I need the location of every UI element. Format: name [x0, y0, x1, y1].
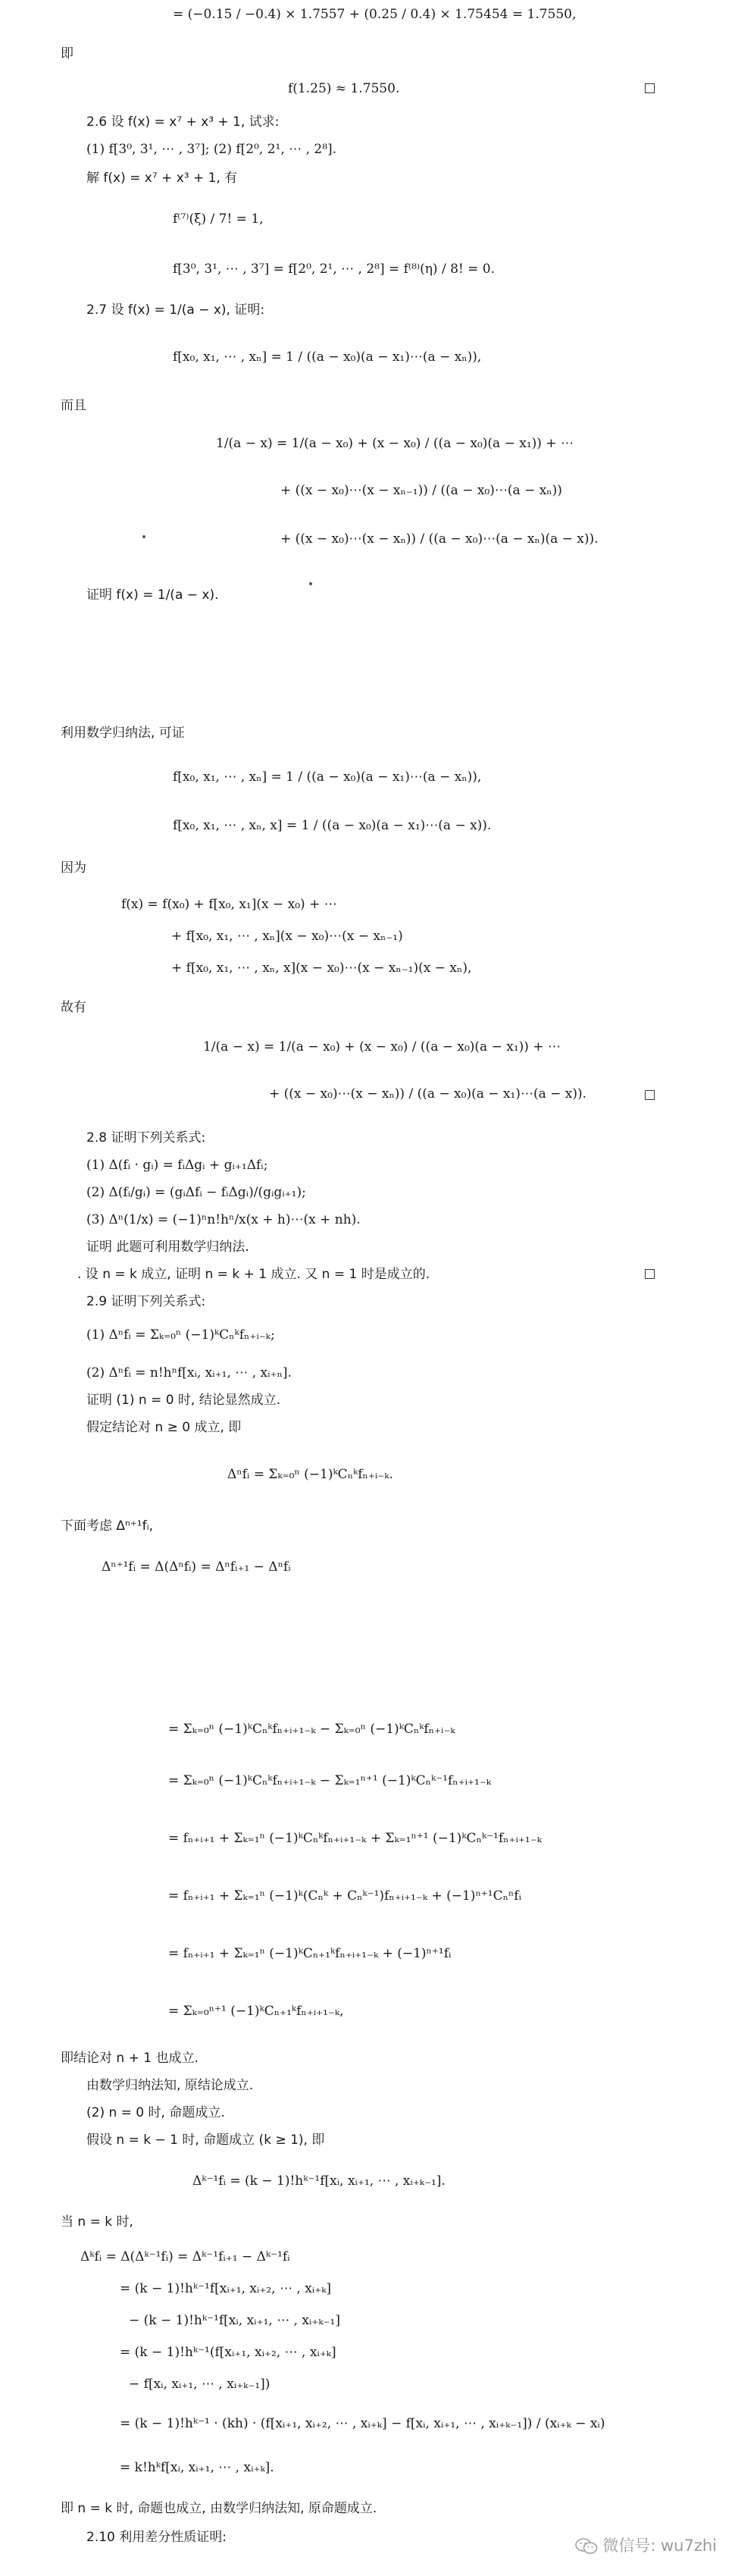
text-line-l18: f[x₀, x₁, ⋯ , xₙ, x] = 1 / ((a − x₀)(a − x₁)⋯(a − x)).: [173, 818, 492, 833]
text-line-l45: = Σₖ₌₀ⁿ⁺¹ (−1)ᵏCₙ₊₁ᵏfₙ₊ᵢ₊₁₋ₖ,: [168, 2004, 344, 2019]
text-line-l50: Δᵏ⁻¹fᵢ = (k − 1)!hᵏ⁻¹f[xᵢ, xᵢ₊₁, ⋯ , xᵢ₊ₖ₋₁].: [192, 2173, 446, 2189]
text-line-l27: (1) Δ(fᵢ · gᵢ) = fᵢΔgᵢ + gᵢ₊₁Δfᵢ;: [86, 1158, 268, 1173]
text-line-l21: + f[x₀, x₁, ⋯ , xₙ](x − x₀)⋯(x − xₙ₋₁): [171, 929, 403, 944]
text-line-l31: . 设 n = k 成立, 证明 n = k + 1 成立. 又 n = 1 时是成立的.: [77, 1267, 430, 1282]
text-line-l46: 即结论对 n + 1 也成立.: [61, 2051, 199, 2066]
text-line-l08: f[3⁰, 3¹, ⋯ , 3⁷] = f[2⁰, 2¹, ⋯ , 2⁸] = f⁽⁸⁾(η) / 8! = 0.: [173, 262, 496, 277]
text-line-l12: 1/(a − x) = 1/(a − x₀) + (x − x₀) / ((a − x₀)(a − x₁)) + ⋯: [216, 436, 574, 451]
text-line-l41: = Σₖ₌₀ⁿ (−1)ᵏCₙᵏfₙ₊ᵢ₊₁₋ₖ − Σₖ₌₁ⁿ⁺¹ (−1)ᵏCₙᵏ⁻¹fₙ₊ᵢ₊₁₋ₖ: [168, 1773, 491, 1788]
text-line-l06: 解 f(x) = x⁷ + x³ + 1, 有: [86, 171, 238, 186]
text-line-l39: Δⁿ⁺¹fᵢ = Δ(Δⁿfᵢ) = Δⁿfᵢ₊₁ − Δⁿfᵢ: [102, 1559, 291, 1575]
text-line-l58: = k!hᵏf[xᵢ, xᵢ₊₁, ⋯ , xᵢ₊ₖ].: [120, 2460, 274, 2475]
text-line-l35: 证明 (1) n = 0 时, 结论显然成立.: [86, 1393, 281, 1408]
text-line-l54: − (k − 1)!hᵏ⁻¹f[xᵢ, xᵢ₊₁, ⋯ , xᵢ₊ₖ₋₁]: [129, 2313, 341, 2328]
text-line-l36: 假定结论对 n ≥ 0 成立, 即: [86, 1420, 242, 1435]
text-line-l59: 即 n = k 时, 命题也成立, 由数学归纳法知, 原命题成立.: [61, 2501, 377, 2516]
text-line-l37: Δⁿfᵢ = Σₖ₌₀ⁿ (−1)ᵏCₙᵏfₙ₊ᵢ₋ₖ.: [227, 1467, 393, 1482]
text-line-l53: = (k − 1)!hᵏ⁻¹f[xᵢ₊₁, xᵢ₊₂, ⋯ , xᵢ₊ₖ]: [120, 2281, 332, 2296]
text-line-l20: f(x) = f(x₀) + f[x₀, x₁](x − x₀) + ⋯: [121, 897, 337, 912]
text-line-l55: = (k − 1)!hᵏ⁻¹(f[xᵢ₊₁, xᵢ₊₂, ⋯ , xᵢ₊ₖ]: [120, 2345, 336, 2360]
qed-square-icon: [645, 1090, 655, 1100]
text-line-l32: 2.9 证明下列关系式:: [86, 1294, 206, 1309]
text-line-l28: (2) Δ(fᵢ/gᵢ) = (gᵢΔfᵢ − fᵢΔgᵢ)/(gᵢgᵢ₊₁);: [86, 1185, 306, 1200]
text-line-l38: 下面考虑 Δⁿ⁺¹fᵢ,: [61, 1518, 154, 1534]
text-line-l44: = fₙ₊ᵢ₊₁ + Σₖ₌₁ⁿ (−1)ᵏCₙ₊₁ᵏfₙ₊ᵢ₊₁₋ₖ + (−1)ⁿ⁺¹fᵢ: [168, 1946, 452, 1961]
text-line-l05: (1) f[3⁰, 3¹, ⋯ , 3⁷]; (2) f[2⁰, 2¹, ⋯ , 2⁸].: [86, 142, 337, 157]
scan-speck: [309, 582, 312, 585]
text-line-l11: 而且: [61, 398, 86, 413]
text-line-l15: 证明 f(x) = 1/(a − x).: [86, 588, 219, 603]
qed-square-icon: [645, 83, 655, 93]
watermark-text: 微信号: wu7zhi: [602, 2537, 717, 2555]
text-line-l33: (1) Δⁿfᵢ = Σₖ₌₀ⁿ (−1)ᵏCₙᵏfₙ₊ᵢ₋ₖ;: [86, 1327, 275, 1343]
text-line-l56: − f[xᵢ, xᵢ₊₁, ⋯ , xᵢ₊ₖ₋₁]): [129, 2377, 271, 2392]
scan-speck: [142, 535, 145, 538]
text-line-l04: 2.6 设 f(x) = x⁷ + x³ + 1, 试求:: [86, 114, 280, 130]
text-line-l02: 即: [61, 46, 74, 61]
text-line-l57: = (k − 1)!hᵏ⁻¹ · (kh) · (f[xᵢ₊₁, xᵢ₊₂, ⋯ , xᵢ₊ₖ] − f[xᵢ, xᵢ₊₁, ⋯ , xᵢ₊ₖ₋₁]) / (xᵢ₊ₖ − xᵢ): [120, 2416, 605, 2431]
watermark: [575, 2534, 717, 2556]
text-line-l26: 2.8 证明下列关系式:: [86, 1130, 206, 1145]
text-line-l24: 1/(a − x) = 1/(a − x₀) + (x − x₀) / ((a − x₀)(a − x₁)) + ⋯: [203, 1039, 561, 1055]
text-line-l25: + ((x − x₀)⋯(x − xₙ)) / ((a − x₀)(a − x₁)⋯(a − x)).: [269, 1086, 587, 1102]
text-line-l51: 当 n = k 时,: [61, 2214, 133, 2230]
text-line-l40: = Σₖ₌₀ⁿ (−1)ᵏCₙᵏfₙ₊ᵢ₊₁₋ₖ − Σₖ₌₀ⁿ (−1)ᵏCₙᵏfₙ₊ᵢ₋ₖ: [168, 1722, 455, 1737]
text-line-l30: 证明 此题可利用数学归纳法.: [86, 1239, 249, 1255]
text-line-l42: = fₙ₊ᵢ₊₁ + Σₖ₌₁ⁿ (−1)ᵏCₙᵏfₙ₊ᵢ₊₁₋ₖ + Σₖ₌₁ⁿ⁺¹ (−1)ᵏCₙᵏ⁻¹fₙ₊ᵢ₊₁₋ₖ: [168, 1831, 542, 1846]
text-line-l43: = fₙ₊ᵢ₊₁ + Σₖ₌₁ⁿ (−1)ᵏ(Cₙᵏ + Cₙᵏ⁻¹)fₙ₊ᵢ₊₁₋ₖ + (−1)ⁿ⁺¹Cₙⁿfᵢ: [168, 1888, 521, 1904]
text-line-l14: + ((x − x₀)⋯(x − xₙ)) / ((a − x₀)⋯(a − xₙ)(a − x)).: [280, 531, 599, 547]
text-line-l03: f(1.25) ≈ 1.7550.: [288, 81, 400, 96]
text-line-l19: 因为: [61, 860, 86, 876]
text-line-l17: f[x₀, x₁, ⋯ , xₙ] = 1 / ((a − x₀)(a − x₁)⋯(a − xₙ)),: [173, 769, 482, 785]
text-line-l29: (3) Δⁿ(1/x) = (−1)ⁿn!hⁿ/x(x + h)⋯(x + nh).: [86, 1212, 361, 1227]
text-line-l34: (2) Δⁿfᵢ = n!hⁿf[xᵢ, xᵢ₊₁, ⋯ , xᵢ₊ₙ].: [86, 1365, 292, 1380]
text-line-l48: (2) n = 0 时, 命题成立.: [86, 2105, 225, 2120]
text-line-l13: + ((x − x₀)⋯(x − xₙ₋₁)) / ((a − x₀)⋯(a − xₙ)): [280, 483, 562, 498]
text-line-l16: 利用数学归纳法, 可证: [61, 725, 185, 741]
text-line-l07: f⁽⁷⁾(ξ) / 7! = 1,: [173, 212, 264, 227]
text-line-l10: f[x₀, x₁, ⋯ , xₙ] = 1 / ((a − x₀)(a − x₁)⋯(a − xₙ)),: [173, 349, 482, 365]
text-line-l23: 故有: [61, 1000, 86, 1015]
text-line-l47: 由数学归纳法知, 原结论成立.: [86, 2078, 254, 2093]
text-line-l22: + f[x₀, x₁, ⋯ , xₙ, x](x − x₀)⋯(x − xₙ₋₁)(x − xₙ),: [171, 961, 472, 976]
text-line-l60: 2.10 利用差分性质证明:: [86, 2530, 227, 2545]
text-line-l49: 假设 n = k − 1 时, 命题成立 (k ≥ 1), 即: [86, 2133, 325, 2148]
text-line-l01: = (−0.15 / −0.4) × 1.7557 + (0.25 / 0.4) × 1.75454 = 1.7550,: [173, 7, 577, 22]
text-line-l09: 2.7 设 f(x) = 1/(a − x), 证明:: [86, 302, 265, 318]
text-line-l52: Δᵏfᵢ = Δ(Δᵏ⁻¹fᵢ) = Δᵏ⁻¹fᵢ₊₁ − Δᵏ⁻¹fᵢ: [80, 2249, 290, 2264]
qed-square-icon: [645, 1269, 655, 1279]
wechat-logo-icon: [575, 2538, 598, 2555]
